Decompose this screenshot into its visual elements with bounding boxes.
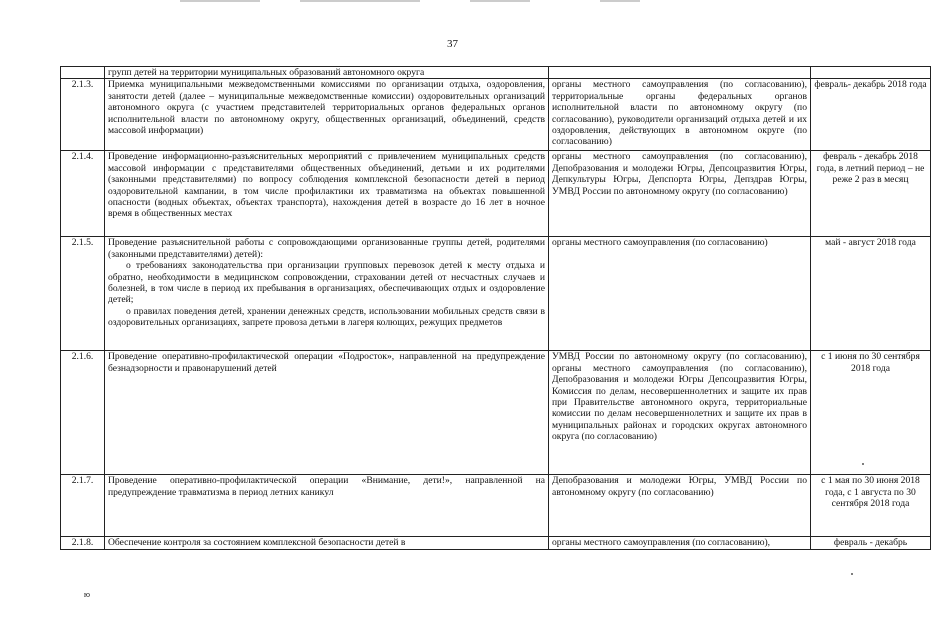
responsible-executors: Депобразования и молодежи Югры, УМВД России по автономному округу (по согласованию) xyxy=(549,475,811,537)
measure-paragraph: Обеспечение контроля за состоянием комплексной безопасности детей в xyxy=(108,537,406,549)
measure-description xyxy=(105,79,549,151)
item-number: 2.1.5. xyxy=(61,237,105,351)
measure-description xyxy=(105,237,549,351)
measure-paragraph: Проведение оперативно-профилактической операции «Внимание, дети!», направленной на предупреждение травматизма в период летних каникул xyxy=(108,475,545,498)
measure-paragraph: о правилах поведения детей, хранении денежных средств, использовании мобильных средств связи в оздоровительных организациях, запрете провоза детьми в лагеря колющих, режущих предметов xyxy=(108,305,545,329)
measure-description xyxy=(105,67,549,79)
responsible-executors: УМВД России по автономному округу (по согласованию), органы местного самоуправления (по согласованию), Депобразования и молодежи Югры Депсоцразвития Югры, Комиссия по делам, несовершеннолетних и защите их прав при Правительстве автономного округа, территориальные комиссии по делам несовершеннолетних и защите их прав в муниципальных районах и городских округах автономного округа (по согласованию) xyxy=(549,351,811,475)
deadline: с 1 мая по 30 июня 2018 года, с 1 августа по 30 сентября 2018 года xyxy=(811,475,931,537)
page-number: 37 xyxy=(447,38,458,50)
deadline: май - август 2018 года xyxy=(811,237,931,351)
responsible-executors: органы местного самоуправления (по согласованию), xyxy=(549,537,811,549)
responsible-executors: органы местного самоуправления (по согласованию), территориальные органы федеральных органов исполнительной власти по автономному округу (по согласованию), руководители организаций отдыха детей и их оздоровления, действующих в автономном округе (по согласованию) xyxy=(549,79,811,151)
deadline xyxy=(811,67,931,79)
measures-table xyxy=(60,66,931,550)
item-number: 2.1.4. xyxy=(61,151,105,237)
measure-paragraph: Проведение разъяснительной работы с сопровождающими организованные группы детей, родителями (законными представителями) детей): xyxy=(108,237,545,260)
scan-edge-marks xyxy=(0,0,905,6)
measure-description xyxy=(105,537,549,549)
deadline: февраль - декабрь 2018 года, в летний период – не реже 2 раз в месяц xyxy=(811,151,931,237)
table-row xyxy=(61,79,931,151)
item-number: 2.1.3. xyxy=(61,79,105,151)
measure-paragraph: групп детей на территории муниципальных образований автономного округа xyxy=(108,67,425,78)
table-row xyxy=(61,67,931,79)
table-row xyxy=(61,151,931,237)
item-number: 2.1.7. xyxy=(61,475,105,537)
measure-description xyxy=(105,151,549,237)
deadline: с 1 июня по 30 сентября 2018 года xyxy=(811,351,931,475)
table-row xyxy=(61,237,931,351)
responsible-executors: органы местного самоуправления (по согласованию), Депобразования и молодежи Югры, Депсоцразвития Югры, Депкультуры Югры, Депспорта Югры, Депздрав Югры, УМВД России по автономному округу (по согласованию) xyxy=(549,151,811,237)
responsible-executors xyxy=(549,67,811,79)
measure-description xyxy=(105,351,549,475)
measure-description xyxy=(105,475,549,537)
measure-paragraph: о требованиях законодательства при организации групповых перевозок детей к месту отдыха и обратно, необходимости в медицинском сопровождении, страховании детей от несчастных случаев и болезней, в том числе в период их пребывания в организациях, обеспечивающих отдых и оздоровление детей; xyxy=(108,260,545,306)
measure-paragraph: Проведение информационно-разъяснительных мероприятий с привлечением муниципальных средств массовой информации с представителями общественных объединений, детьми и их родителями (законными представителями) по вопросу соблюдения комплексной безопасности детей в период оздоровительной кампании, в том числе профилактики их травматизма на объектах повышенной опасности (водных объектах, объектах транспорта), нахождения детей в возрасте до 16 лет в ночное время в общественных местах xyxy=(108,151,545,220)
table-row xyxy=(61,537,931,549)
scan-speck xyxy=(862,463,864,465)
item-number xyxy=(61,67,105,79)
deadline: февраль- декабрь 2018 года xyxy=(811,79,931,151)
scan-speck xyxy=(851,573,853,575)
table-row xyxy=(61,351,931,475)
measure-paragraph: Проведение оперативно-профилактической операции «Подросток», направленной на предупреждение безнадзорности и правонарушений детей xyxy=(108,351,545,374)
table-row xyxy=(61,475,931,537)
measure-paragraph: Приемка муниципальными межведомственными комиссиями по организации отдыха, оздоровления, занятости детей (далее – муниципальные межведомственные комиссии) оздоровительных организаций автономного округа (с участием представителей территориальных органов федеральных органов исполнительной власти по автономному округу, общественных организаций, объединений, средств массовой информации) xyxy=(108,79,545,137)
item-number: 2.1.6. xyxy=(61,351,105,475)
footer-mark: ю xyxy=(84,590,90,599)
item-number: 2.1.8. xyxy=(61,537,105,549)
responsible-executors: органы местного самоуправления (по согласованию) xyxy=(549,237,811,351)
deadline: февраль - декабрь xyxy=(811,537,931,549)
